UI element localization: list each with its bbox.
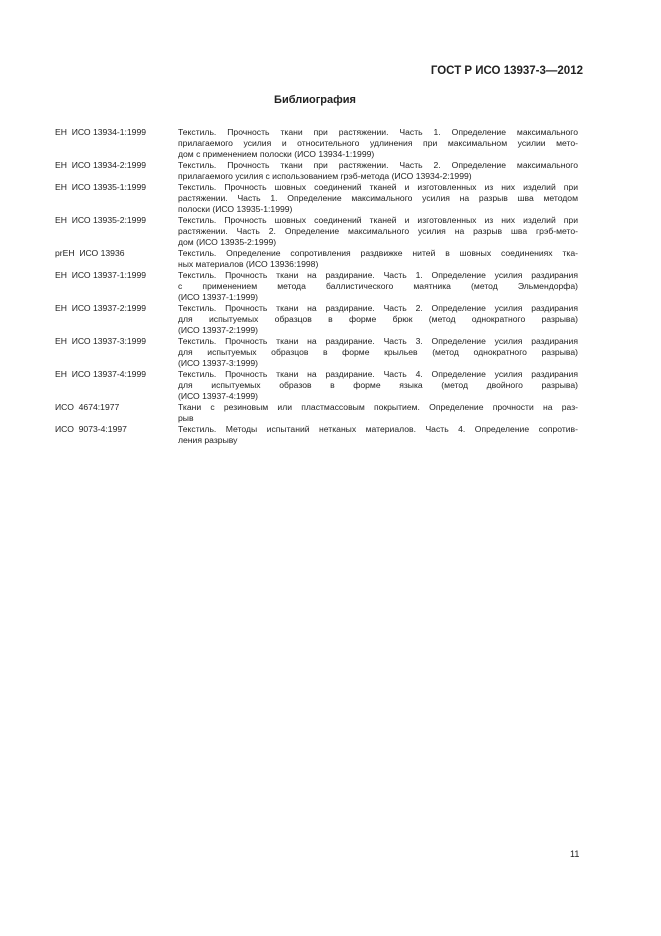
entry-line: (ИСО 13937-4:1999) bbox=[178, 391, 259, 401]
entry-line: Текстиль. Прочность ткани при растяжении. Часть 1. Определение максимального bbox=[178, 127, 578, 137]
entry-line: рыв bbox=[178, 413, 194, 423]
entry-line: для испытуемых образцов в форме крыльев (метод однократного разрыва) bbox=[178, 347, 578, 357]
entry-line: дом (ИСО 13935-2:1999) bbox=[178, 237, 277, 247]
entry-line: Текстиль. Прочность ткани на раздирание. Часть 2. Определение усилия раздирания bbox=[178, 303, 578, 313]
entry-code: ЕН ИСО 13937-3:1999 bbox=[55, 336, 147, 346]
bibliography-entry bbox=[55, 127, 578, 160]
entry-description bbox=[178, 182, 578, 215]
entry-line: полоски (ИСО 13935-1:1999) bbox=[178, 204, 293, 214]
entry-line: Текстиль. Прочность ткани на раздирание. Часть 1. Определение усилия раздирания bbox=[178, 270, 578, 280]
entry-description bbox=[178, 160, 578, 182]
entry-line: дом с применением полоски (ИСО 13934-1:1999) bbox=[178, 149, 375, 159]
entry-line: Ткани с резиновым или пластмассовым покрытием. Определение прочности на раз- bbox=[178, 402, 578, 412]
entry-code: ИСО 4674:1977 bbox=[55, 402, 120, 412]
bibliography-entry bbox=[55, 248, 578, 270]
entry-line: растяжении. Часть 2. Определение максимального усилия на разрыв шва грэб-мето- bbox=[178, 226, 578, 236]
bibliography-list bbox=[55, 127, 578, 446]
bibliography-entry bbox=[55, 215, 578, 248]
entry-code: ЕН ИСО 13934-1:1999 bbox=[55, 127, 147, 137]
entry-description bbox=[178, 424, 578, 446]
entry-line: Текстиль. Методы испытаний нетканых материалов. Часть 4. Определение сопротив- bbox=[178, 424, 578, 434]
entry-code: ИСО 9073-4:1997 bbox=[55, 424, 127, 434]
entry-line: прилагаемого усилия с использованием грэб-метода (ИСО 13934-2:1999) bbox=[178, 171, 472, 181]
entry-code: ЕН ИСО 13934-2:1999 bbox=[55, 160, 147, 170]
entry-line: растяжении. Часть 1. Определение максимального усилия на разрыв шва методом bbox=[178, 193, 578, 203]
entry-line: Текстиль. Прочность шовных соединений тканей и изготовленных из них изделий при bbox=[178, 215, 578, 225]
entry-code: ЕН ИСО 13935-1:1999 bbox=[55, 182, 147, 192]
entry-line: Текстиль. Прочность шовных соединений тканей и изготовленных из них изделий при bbox=[178, 182, 578, 192]
entry-description bbox=[178, 303, 578, 336]
entry-description bbox=[178, 248, 578, 270]
entry-line: для испытуемых образов в форме языка (метод двойного разрыва) bbox=[178, 380, 578, 390]
page-number: 11 bbox=[570, 849, 580, 859]
entry-line: для испытуемых образцов в форме брюк (метод однократного разрыва) bbox=[178, 314, 578, 324]
entry-line: прилагаемого усилия и относительного удлинения при максимальном усилии мето- bbox=[178, 138, 578, 148]
bibliography-entry bbox=[55, 303, 578, 336]
entry-line: (ИСО 13937-3:1999) bbox=[178, 358, 259, 368]
entry-code: ЕН ИСО 13937-1:1999 bbox=[55, 270, 147, 280]
entry-line: Текстиль. Прочность ткани на раздирание. Часть 4. Определение усилия раздирания bbox=[178, 369, 578, 379]
entry-description bbox=[178, 127, 578, 160]
entry-line: ления разрыву bbox=[178, 435, 238, 445]
entry-line: Текстиль. Определение сопротивления раздвижке нитей в шовных соединениях тка- bbox=[178, 248, 578, 258]
bibliography-entry bbox=[55, 160, 578, 182]
bibliography-entry bbox=[55, 424, 578, 446]
section-title: Библиография bbox=[274, 94, 356, 106]
entry-code: prЕН ИСО 13936 bbox=[55, 248, 125, 258]
bibliography-entry bbox=[55, 270, 578, 303]
document-header-id: ГОСТ Р ИСО 13937-3—2012 bbox=[430, 65, 583, 77]
entry-line: ных материалов (ИСО 13936:1998) bbox=[178, 259, 319, 269]
entry-description bbox=[178, 270, 578, 303]
bibliography-entry bbox=[55, 182, 578, 215]
bibliography-entry bbox=[55, 336, 578, 369]
entry-description bbox=[178, 215, 578, 248]
bibliography-entry bbox=[55, 369, 578, 402]
entry-description bbox=[178, 369, 578, 402]
entry-code: ЕН ИСО 13937-2:1999 bbox=[55, 303, 147, 313]
entry-line: Текстиль. Прочность ткани на раздирание. Часть 3. Определение усилия раздирания bbox=[178, 336, 578, 346]
entry-description bbox=[178, 336, 578, 369]
entry-line: (ИСО 13937-1:1999) bbox=[178, 292, 259, 302]
entry-line: с применением метода баллистического маятника (метод Эльмендорфа) bbox=[178, 281, 578, 291]
entry-description bbox=[178, 402, 578, 424]
entry-line: Текстиль. Прочность ткани при растяжении. Часть 2. Определение максимального bbox=[178, 160, 578, 170]
bibliography-entry bbox=[55, 402, 578, 424]
entry-code: ЕН ИСО 13935-2:1999 bbox=[55, 215, 147, 225]
entry-line: (ИСО 13937-2:1999) bbox=[178, 325, 259, 335]
entry-code: ЕН ИСО 13937-4:1999 bbox=[55, 369, 147, 379]
